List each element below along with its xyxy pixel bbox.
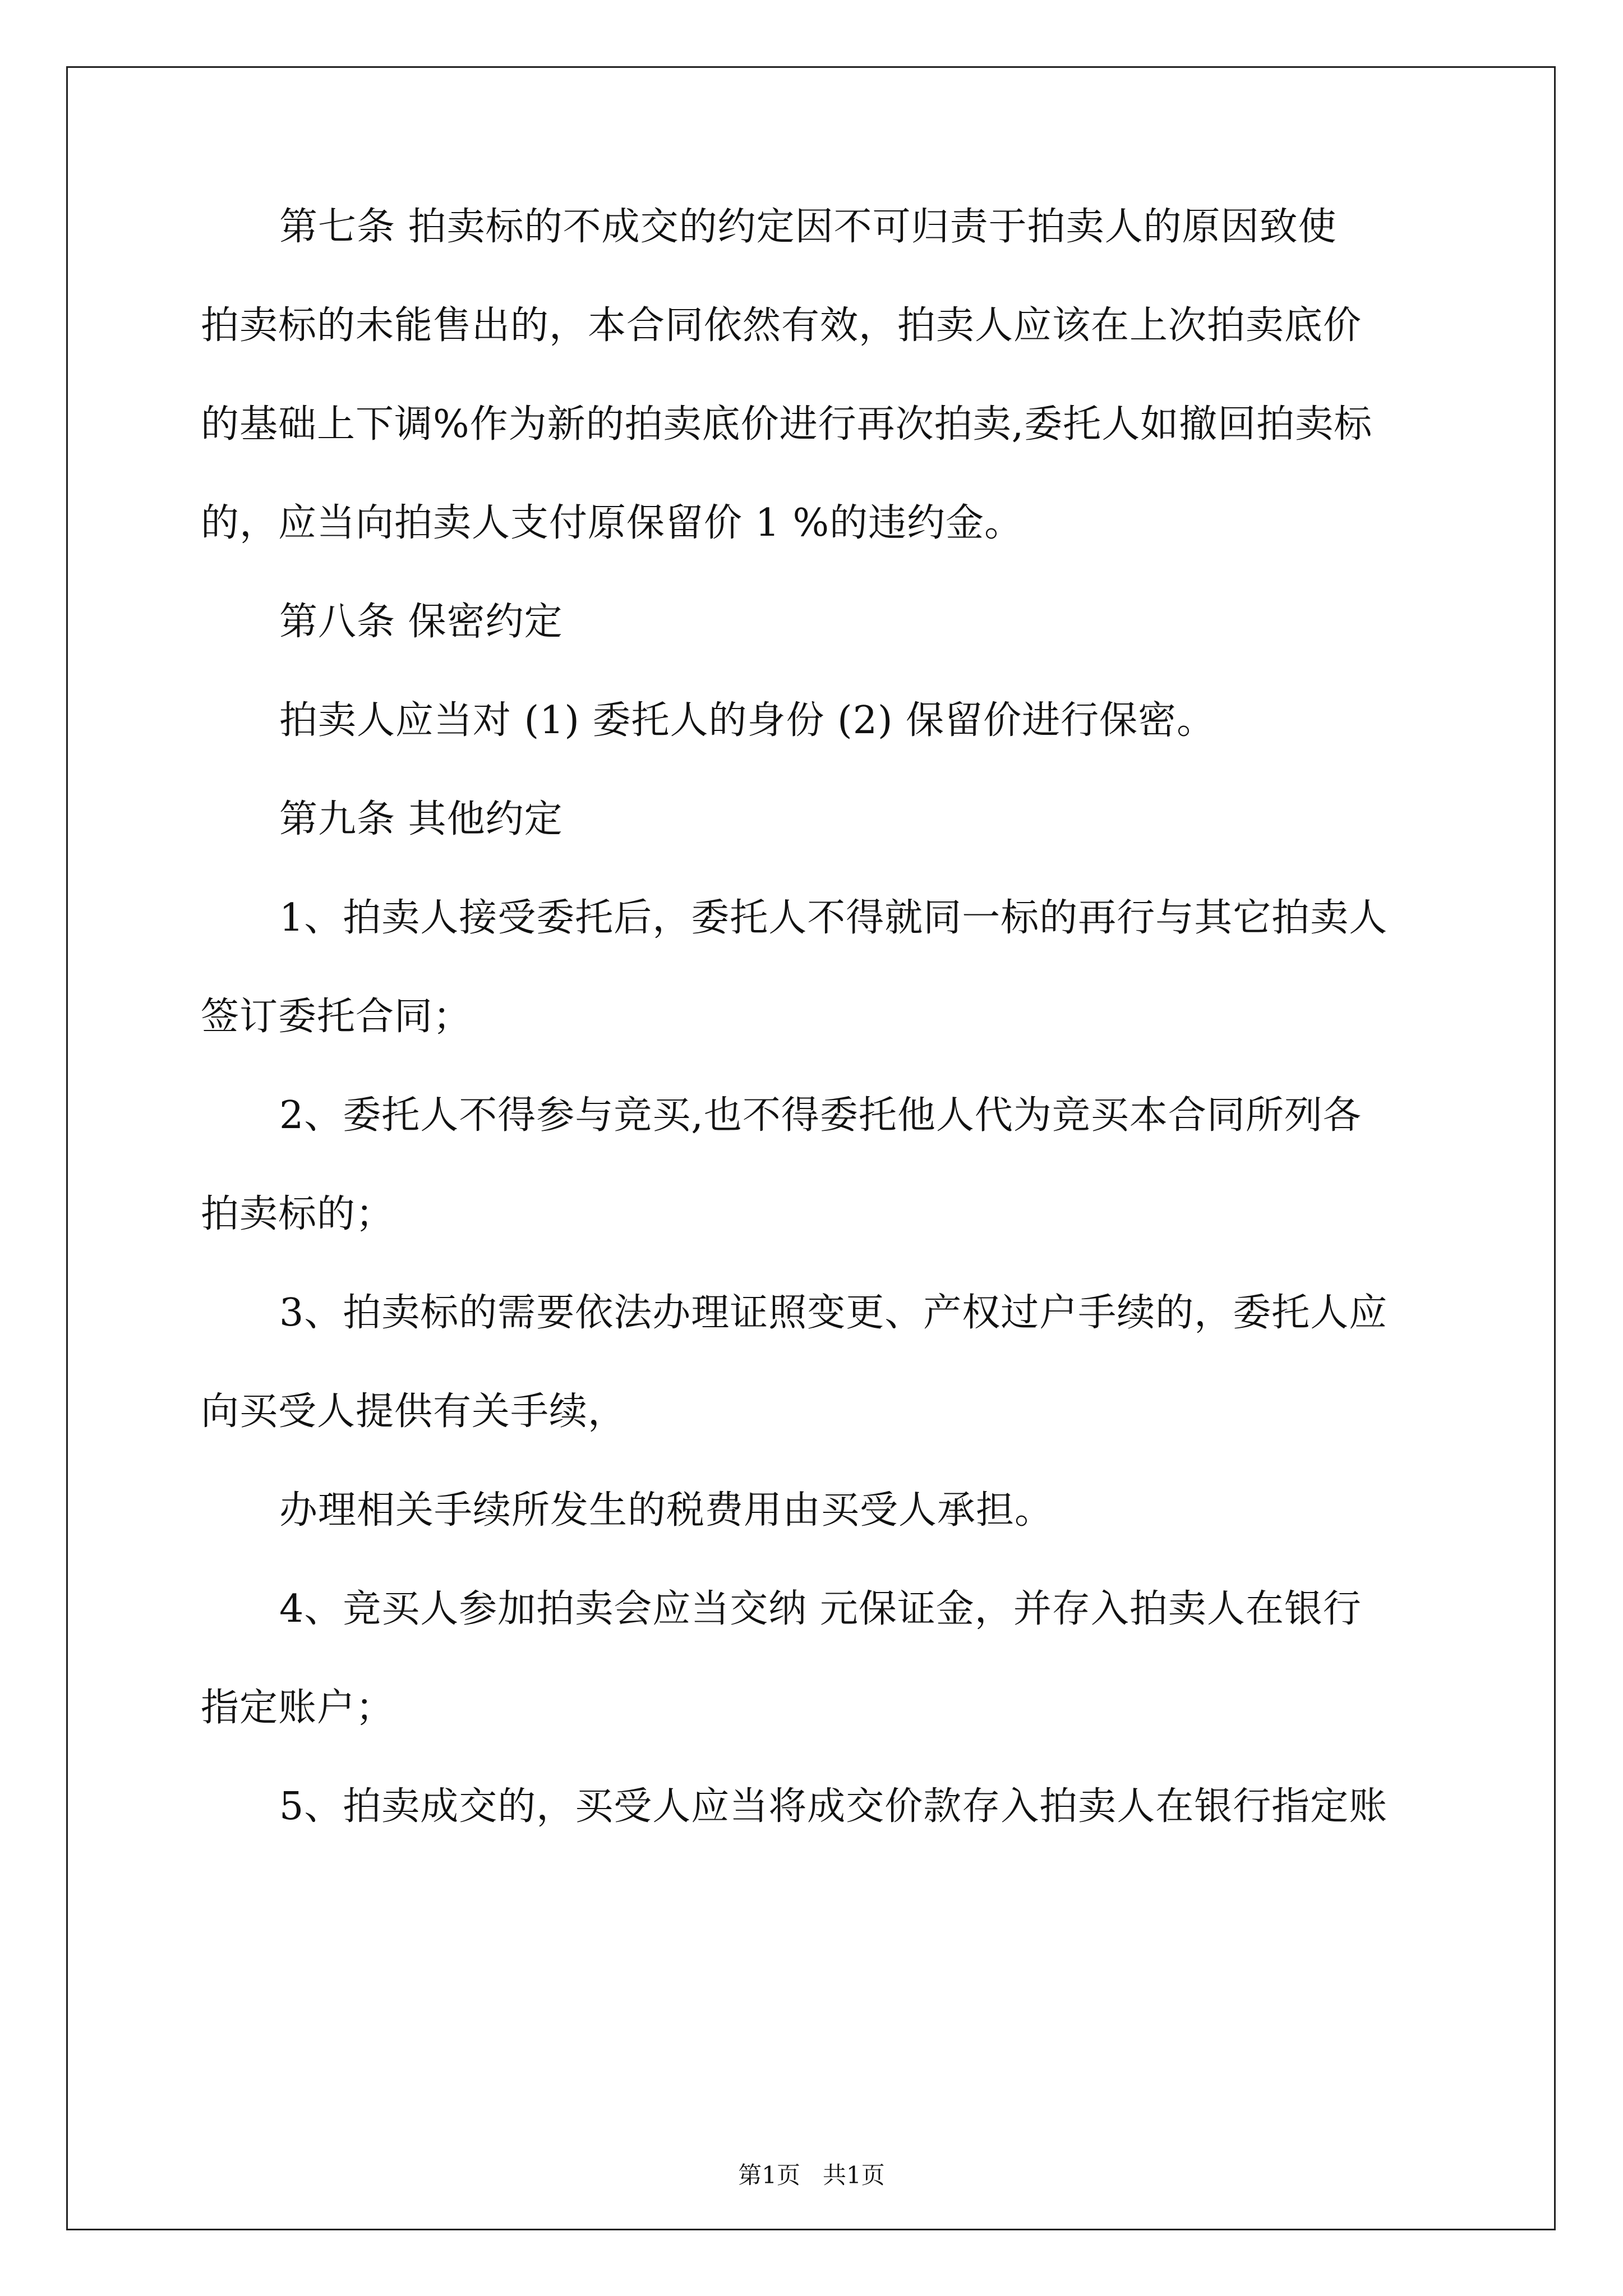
heading-article-9: 第九条 其他约定 [279, 797, 563, 841]
paragraph-article-7-line-4: 的，应当向拍卖人支付原保留价 1 %的违约金。 [201, 501, 1023, 545]
clause-1-line-1: 1、拍卖人接受委托后，委托人不得就同一标的再行与其它拍卖人 [279, 896, 1388, 940]
clause-3-line-3: 办理相关手续所发生的税费用由买受人承担。 [279, 1488, 1054, 1533]
clause-3-line-2: 向买受人提供有关手续， [201, 1389, 627, 1434]
clause-4-line-1: 4、竞买人参加拍卖会应当交纳 元保证金，并存入拍卖人在银行 [279, 1587, 1362, 1631]
clause-4-line-2: 指定账户； [201, 1686, 395, 1730]
page-number-footer: 第1页 共1页 [738, 2161, 885, 2189]
heading-article-8: 第八条 保密约定 [279, 600, 563, 644]
clause-2-line-2: 拍卖标的； [201, 1192, 395, 1236]
page-border [66, 66, 1556, 2230]
paragraph-article-7-line-3: 的基础上下调%作为新的拍卖底价进行再次拍卖,委托人如撤回拍卖标 [201, 402, 1373, 447]
paragraph-confidentiality: 拍卖人应当对 (1) 委托人的身份 (2) 保留价进行保密。 [279, 698, 1216, 743]
clause-3-line-1: 3、拍卖标的需要依法办理证照变更、产权过户手续的，委托人应 [279, 1291, 1388, 1335]
clause-5-line-1: 5、拍卖成交的，买受人应当将成交价款存入拍卖人在银行指定账 [279, 1784, 1388, 1829]
paragraph-article-7-line-1: 第七条 拍卖标的不成交的约定因不可归责于拍卖人的原因致使 [279, 205, 1337, 249]
clause-1-line-2: 签订委托合同； [201, 995, 472, 1039]
paragraph-article-7-line-2: 拍卖标的未能售出的，本合同依然有效，拍卖人应该在上次拍卖底价 [201, 303, 1362, 348]
clause-2-line-1: 2、委托人不得参与竞买,也不得委托他人代为竞买本合同所列各 [279, 1093, 1362, 1138]
